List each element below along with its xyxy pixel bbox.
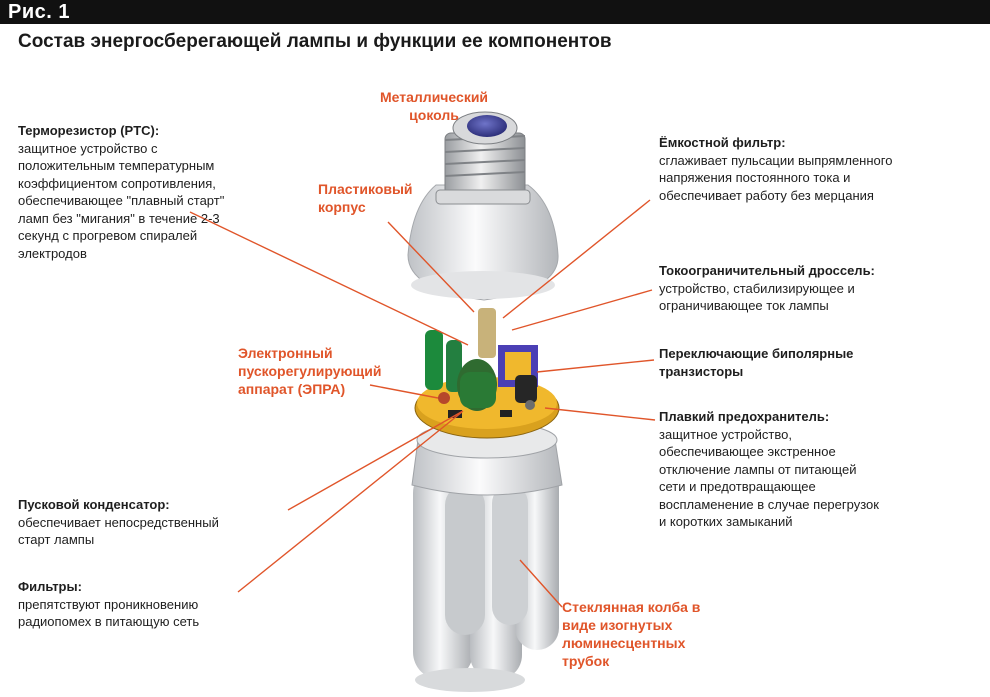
label-plastic-housing: Пластиковый корпус: [318, 181, 413, 215]
annotation-start-capacitor: [18, 496, 288, 549]
label-glass-tube: Стеклянная колба в виде изогнутых люминесцентных трубок: [562, 599, 701, 669]
capacitor-text: обеспечивает непосредственный старт лампы: [18, 514, 219, 547]
label-electronic-ballast: Электронный пускорегулирующий аппарат (ЭПРА): [238, 345, 382, 397]
cap-filter-heading: Ёмкостной фильтр:: [659, 135, 786, 150]
filters-heading: Фильтры:: [18, 579, 82, 594]
fuse-text: защитное устройство, обеспечивающее экстренное отключение лампы от питающей сети и предотвращающее воспламенение в случае перегрузок и коротких замыканий: [659, 426, 879, 529]
annotation-capacitive-filter: [659, 134, 979, 204]
cap-filter-text: сглаживает пульсации выпрямленного напряжения постоянного тока и обеспечивает работу без мерцания: [659, 152, 893, 203]
choke-heading: Токоограничительный дроссель:: [659, 263, 875, 278]
annotation-fuse: [659, 408, 979, 531]
capacitor-heading: Пусковой конденсатор:: [18, 497, 170, 512]
choke-text: устройство, стабилизирующее и ограничивающее ток лампы: [659, 280, 855, 313]
annotation-thermistor: [18, 122, 278, 262]
page-title: Состав энергосберегающей лампы и функции ее компонентов: [18, 31, 612, 52]
filters-text: препятствуют проникновению радиопомех в питающую сеть: [18, 596, 200, 629]
fuse-heading: Плавкий предохранитель:: [659, 409, 830, 424]
metal-base: [436, 112, 530, 204]
label-metal-base: Металлический цоколь: [380, 89, 489, 123]
thermistor-heading: Терморезистор (PTC):: [18, 123, 160, 138]
annotation-filters: [18, 578, 288, 631]
figure-label: Рис. 1: [8, 1, 70, 23]
transistors-heading: Переключающие биполярные транзисторы: [659, 346, 854, 379]
thermistor-text: защитное устройство с положительным температурным коэффициентом сопротивления, обеспечивающее "плавный старт" ламп без "мигания" в течение 2-3 секунд с прогревом спиралей электродов: [18, 140, 225, 261]
annotation-transistors: [659, 345, 979, 380]
annotation-choke: [659, 262, 979, 315]
ballast-board: [415, 308, 559, 438]
